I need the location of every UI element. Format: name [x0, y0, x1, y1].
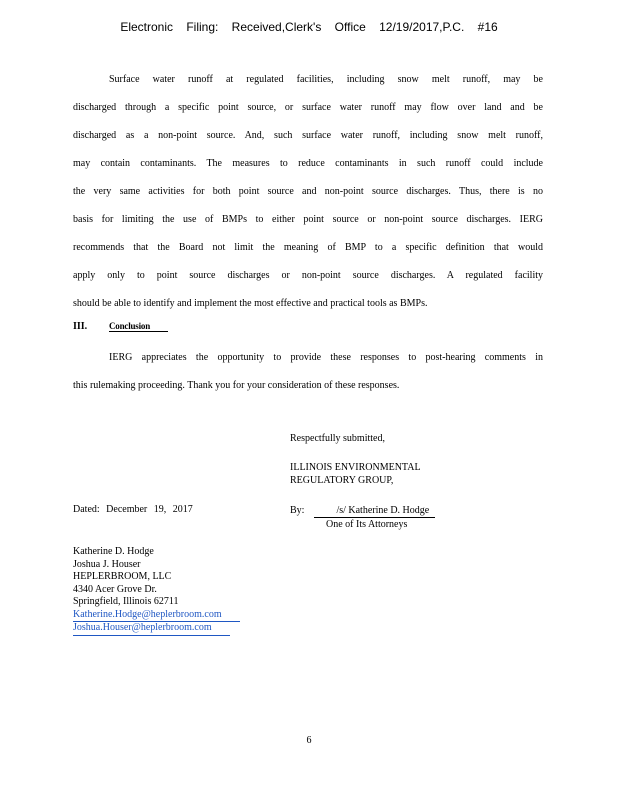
city-address: Springfield, Illinois 62711 [73, 596, 179, 607]
page-number: 6 [306, 735, 312, 746]
contact-block [73, 546, 240, 636]
by-signature [290, 504, 435, 531]
section-title: Conclusion [109, 321, 168, 332]
section-number: III. [73, 321, 88, 332]
filing-header: Electronic Filing: Received,Clerk's Office 12/19/2017,P.C. #16 [120, 20, 498, 34]
paragraph-line: Surface water runoff at regulated facilities, including snow melt runoff, may be [109, 74, 543, 85]
signer-role: One of Its Attorneys [326, 519, 408, 530]
org-name-line1: ILLINOIS ENVIRONMENTAL [290, 462, 421, 473]
signature-block [290, 432, 421, 487]
paragraph-bmp-discussion [73, 70, 543, 322]
org-name-line2: REGULATORY GROUP, [290, 475, 394, 486]
by-label: By: [290, 505, 305, 516]
paragraph-line: apply only to point source discharges or non-point source discharges. A regulated facility [73, 270, 543, 281]
signer-signature: /s/ Katherine D. Hodge [314, 504, 435, 518]
paragraph-line: IERG appreciates the opportunity to provide these responses to post-hearing comments in [109, 352, 543, 363]
dated-line: Dated: December 19, 2017 [73, 504, 193, 515]
street-address: 4340 Acer Grove Dr. [73, 583, 157, 595]
paragraph-line: basis for limiting the use of BMPs to either point source or non-point source discharges. IERG [73, 214, 543, 225]
section-heading [73, 321, 168, 332]
contact-name: Joshua J. Houser [73, 558, 141, 570]
email-link[interactable]: Joshua.Houser@heplerbroom.com [73, 622, 230, 636]
paragraph-line: the very same activities for both point source and non-point source discharges. Thus, there is no [73, 186, 543, 197]
paragraph-line: this rulemaking proceeding. Thank you for your consideration of these responses. [73, 380, 400, 391]
firm-name: HEPLERBROOM, LLC [73, 571, 172, 582]
paragraph-conclusion [73, 348, 543, 404]
closing-text: Respectfully submitted, [290, 433, 385, 444]
paragraph-line: discharged through a specific point source, or surface water runoff may flow over land and be [73, 102, 543, 113]
email-link[interactable]: Katherine.Hodge@heplerbroom.com [73, 609, 240, 623]
paragraph-line: discharged as a non-point source. And, such surface water runoff, including snow melt runoff, [73, 130, 543, 141]
contact-name: Katherine D. Hodge [73, 546, 154, 557]
paragraph-line: may contain contaminants. The measures to reduce contaminants in such runoff could include [73, 158, 543, 169]
paragraph-line: should be able to identify and implement the most effective and practical tools as BMPs. [73, 298, 428, 309]
paragraph-line: recommends that the Board not limit the meaning of BMP to a specific definition that would [73, 242, 543, 253]
